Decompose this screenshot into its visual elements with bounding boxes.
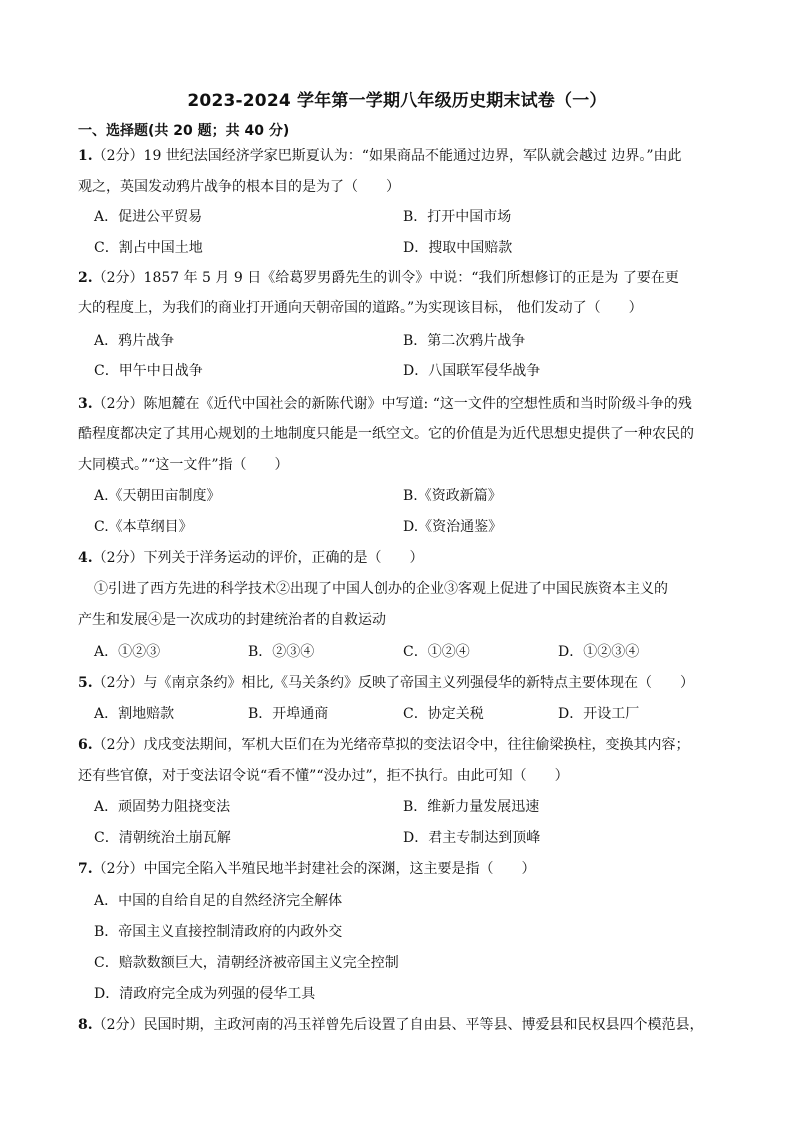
- q5-option-a: A．割地赔款: [94, 706, 175, 722]
- question-8-line-1: 8.（2分）民国时期，主政河南的冯玉祥曾先后设置了自由县、平等县、博爱县和民权县四个模范县，: [78, 1017, 704, 1033]
- q5-option-d: D．开设工厂: [558, 706, 640, 722]
- q6-option-c: C．清朝统治土崩瓦解: [94, 830, 231, 846]
- question-7-line-1: 7.（2分）中国完全陷入半殖民地半封建社会的深渊，这主要是指（ ）: [78, 861, 536, 877]
- q4-option-a: A．①②③: [94, 644, 161, 660]
- question-4-line-3: 产生和发展④是一次成功的封建统治者的自救运动: [78, 612, 386, 628]
- q1-option-d: D．搜取中国赔款: [403, 240, 513, 256]
- section-heading: 一、选择题(共 20 题；共 40 分): [78, 123, 290, 139]
- q7-option-a: A．中国的自给自足的自然经济完全解体: [94, 893, 343, 909]
- q7-option-d: D．清政府完全成为列强的侵华工具: [94, 986, 316, 1002]
- question-4-line-2: ①引进了西方先进的科学技术②出现了中国人创办的企业③客观上促进了中国民族资本主义的: [94, 581, 668, 597]
- q7-option-c: C．赔款数额巨大，清朝经济被帝国主义完全控制: [94, 955, 399, 971]
- q2-option-c: C．甲午中日战争: [94, 363, 203, 379]
- question-1-line-2: 观之，英国发动鸦片战争的根本目的是为了（ ）: [78, 179, 400, 195]
- q4-option-d: D．①②③④: [558, 644, 640, 660]
- question-2-line-1: 2.（2分）1857 年 5 月 9 日《给葛罗男爵先生的训令》中说：“我们所想修订的正是为 了要在更: [78, 270, 679, 286]
- q4-option-b: B．②③④: [248, 644, 315, 660]
- question-6-line-2: 还有些官僚，对于变法诏令说“看不懂”“没办过”，拒不执行。由此可知（ ）: [78, 768, 569, 784]
- q4-option-c: C．①②④: [403, 644, 470, 660]
- q1-option-c: C．割占中国土地: [94, 240, 203, 256]
- q2-option-b: B．第二次鸦片战争: [403, 333, 526, 349]
- q2-option-d: D．八国联军侵华战争: [403, 363, 541, 379]
- question-3-line-2: 酷程度都决定了其用心规划的土地制度只能是一纸空文。它的价值是为近代思想史提供了一种农民的: [78, 426, 694, 442]
- question-3-line-3: 大同模式。”“这一文件”指（ ）: [78, 457, 289, 473]
- q6-option-a: A．顽固势力阻挠变法: [94, 799, 231, 815]
- question-1-line-1: 1.（2分）19 世纪法国经济学家巴斯夏认为：“如果商品不能通过边界，军队就会越过 边界。”由此: [78, 148, 682, 164]
- question-6-line-1: 6.（2分）戊戌变法期间，军机大臣们在为光绪帝草拟的变法诏令中，往往偷梁换柱，变换其内容；: [78, 737, 690, 753]
- q3-option-b: B.《资政新篇》: [403, 488, 502, 504]
- q1-option-a: A．促进公平贸易: [94, 209, 203, 225]
- q3-option-a: A.《天朝田亩制度》: [94, 488, 221, 504]
- question-2-line-2: 大的程度上，为我们的商业打开通向天朝帝国的道路。”为实现该目标， 他们发动了（ ）: [78, 300, 643, 316]
- q3-option-d: D.《资治通鉴》: [403, 519, 503, 535]
- q2-option-a: A．鸦片战争: [94, 333, 175, 349]
- q6-option-b: B．维新力量发展迅速: [403, 799, 540, 815]
- q1-option-b: B．打开中国市场: [403, 209, 512, 225]
- q7-option-b: B．帝国主义直接控制清政府的内政外交: [94, 924, 343, 940]
- question-5-line-1: 5.（2分）与《南京条约》相比,《马关条约》反映了帝国主义列强侵华的新特点主要体现在（ ）: [78, 675, 694, 691]
- question-4-line-1: 4.（2分）下列关于洋务运动的评价，正确的是（ ）: [78, 550, 424, 566]
- q6-option-d: D．君主专制达到顶峰: [403, 830, 541, 846]
- q5-option-c: C．协定关税: [403, 706, 484, 722]
- exam-title: 2023-2024 学年第一学期八年级历史期末试卷（一）: [187, 91, 607, 111]
- q3-option-c: C.《本草纲目》: [94, 519, 193, 535]
- question-3-line-1: 3.（2分）陈旭麓在《近代中国社会的新陈代谢》中写道: “这一文件的空想性质和当时阶级斗争的残: [78, 396, 692, 412]
- q5-option-b: B．开埠通商: [248, 706, 329, 722]
